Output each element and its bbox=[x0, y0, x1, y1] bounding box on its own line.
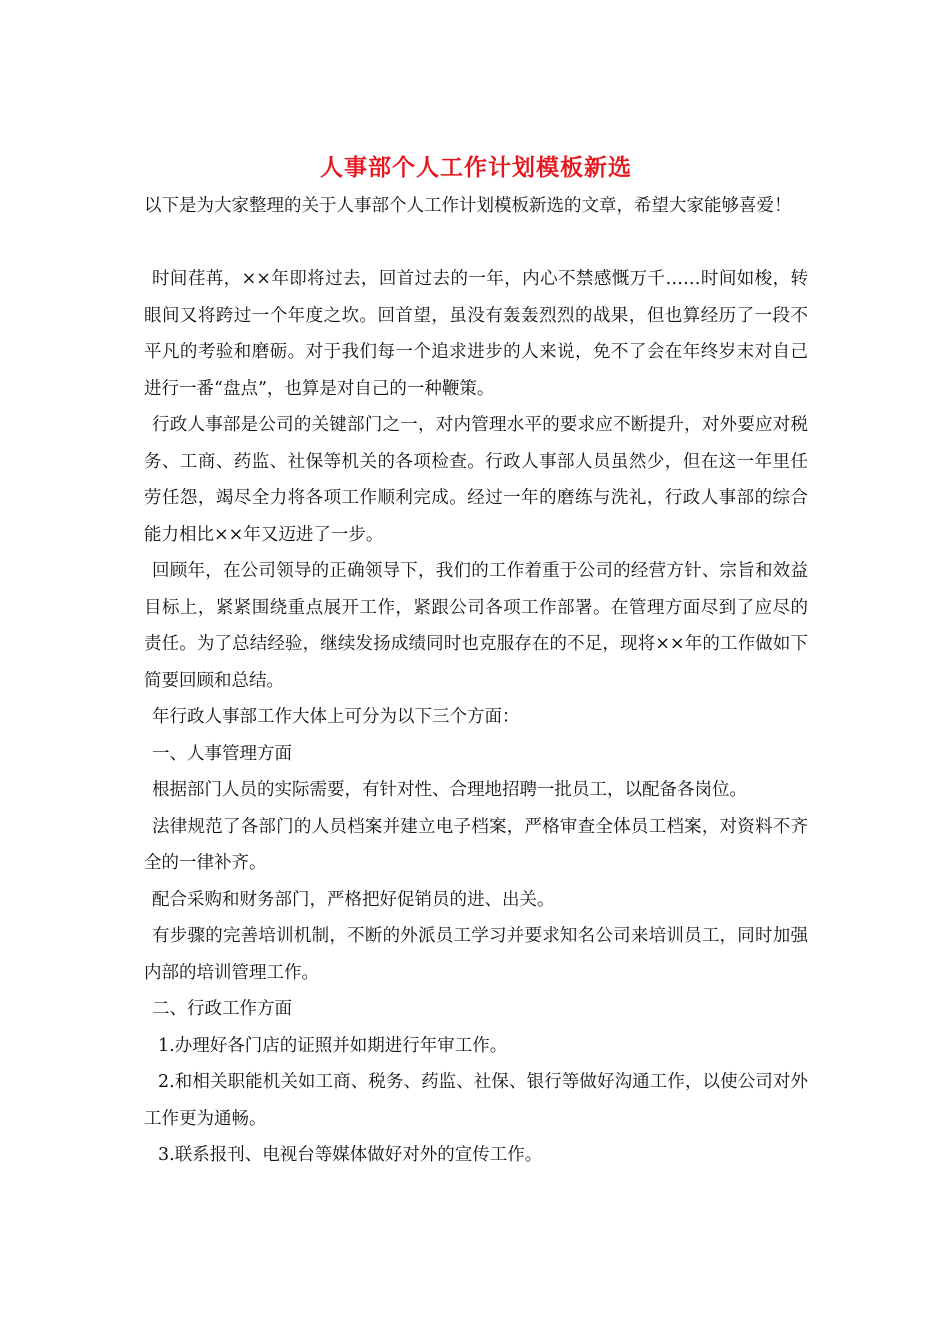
body-paragraph: 行政人事部是公司的关键部门之一，对内管理水平的要求应不断提升，对外要应对税务、工商、药监、社保等机关的各项检查。行政人事部人员虽然少，但在这一年里任劳任怨，竭尽全力将各项工作顺利完成。经过一年的磨练与洗礼，行政人事部的综合能力相比××年又迈进了一步。 bbox=[144, 415, 808, 545]
section-heading: 一、人事管理方面 bbox=[152, 743, 292, 764]
body-paragraph: 法律规范了各部门的人员档案并建立电子档案，严格审查全体员工档案，对资料不齐全的一律补齐。 bbox=[144, 816, 808, 873]
body-paragraph: 有步骤的完善培训机制，不断的外派员工学习并要求知名公司来培训员工，同时加强内部的培训管理工作。 bbox=[144, 926, 808, 983]
body-paragraph: 配合采购和财务部门，严格把好促销员的进、出关。 bbox=[152, 889, 555, 910]
body-paragraph: 时间荏苒，××年即将过去，回首过去的一年，内心不禁感慨万千……时间如梭，转眼间又将跨过一个年度之坎。回首望，虽没有轰轰烈烈的战果，但也算经历了一段不平凡的考验和磨砺。对于我们每一个追求进步的人来说，免不了会在年终岁末对自己进行一番“盘点”，也算是对自己的一种鞭策。 bbox=[144, 269, 808, 399]
body-paragraph: 回顾年，在公司领导的正确领导下，我们的工作着重于公司的经营方针、宗旨和效益目标上，紧紧围绕重点展开工作，紧跟公司各项工作部署。在管理方面尽到了应尽的责任。为了总结经验，继续发扬成绩同时也克服存在的不足，现将××年的工作做如下简要回顾和总结。 bbox=[144, 561, 808, 691]
numbered-item: 1.办理好各门店的证照并如期进行年审工作。 bbox=[158, 1035, 508, 1056]
section-heading: 二、行政工作方面 bbox=[152, 999, 292, 1019]
body-paragraph: 年行政人事部工作大体上可分为以下三个方面： bbox=[152, 707, 520, 727]
blank-line bbox=[144, 225, 808, 262]
body-paragraph: 根据部门人员的实际需要，有针对性、合理地招聘一批员工，以配备各岗位。 bbox=[152, 780, 747, 800]
document-page bbox=[144, 150, 808, 1174]
numbered-item: 2.和相关职能机关如工商、税务、药监、社保、银行等做好沟通工作，以使公司对外工作更为通畅。 bbox=[144, 1072, 808, 1129]
document-title: 人事部个人工作计划模板新选 bbox=[320, 154, 632, 181]
numbered-item: 3.联系报刊、电视台等媒体做好对外的宣传工作。 bbox=[158, 1145, 543, 1165]
intro-paragraph: 以下是为大家整理的关于人事部个人工作计划模板新选的文章，希望大家能够喜爱！ bbox=[144, 196, 792, 216]
